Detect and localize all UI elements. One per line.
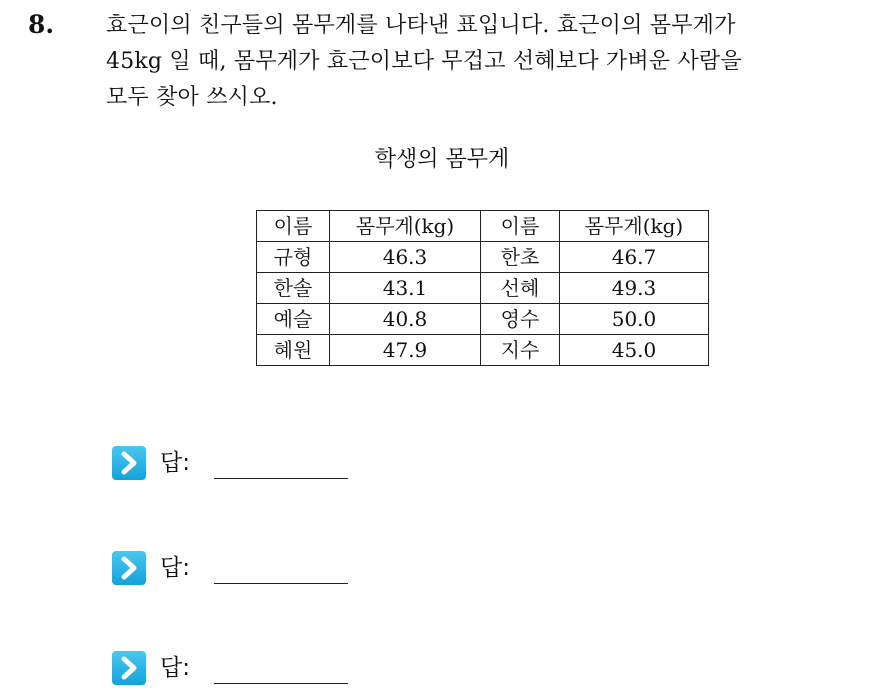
chevron-right-icon xyxy=(112,651,146,685)
cell-name: 한솔 xyxy=(257,273,330,304)
answer-blank[interactable] xyxy=(214,683,348,684)
weight-table xyxy=(256,210,709,366)
cell-weight: 46.3 xyxy=(330,242,481,273)
answer-label: 답: xyxy=(160,655,190,681)
cell-name: 선혜 xyxy=(481,273,560,304)
header-name-2: 이름 xyxy=(481,211,560,242)
question-number: 8. xyxy=(28,10,55,39)
cell-weight: 49.3 xyxy=(560,273,709,304)
chevron-right-icon xyxy=(112,551,146,585)
question-text xyxy=(106,8,876,116)
cell-name: 혜원 xyxy=(257,335,330,366)
answer-row-1 xyxy=(112,440,412,480)
answer-blank[interactable] xyxy=(214,583,348,584)
answer-blank[interactable] xyxy=(214,478,348,479)
table-title: 학생의 몸무게 xyxy=(374,147,510,172)
answer-row-3 xyxy=(112,645,412,685)
cell-weight: 43.1 xyxy=(330,273,481,304)
question-line-2: 45kg 일 때, 몸무게가 효근이보다 무겁고 선혜보다 가벼운 사람을 xyxy=(106,49,742,74)
question-line-1: 효근이의 친구들의 몸무게를 나타낸 표입니다. 효근이의 몸무게가 xyxy=(106,13,736,38)
cell-name: 지수 xyxy=(481,335,560,366)
answer-label: 답: xyxy=(160,555,190,581)
question-line-3: 모두 찾아 쓰시오. xyxy=(106,85,278,110)
cell-name: 영수 xyxy=(481,304,560,335)
cell-name: 한초 xyxy=(481,242,560,273)
header-weight-2: 몸무게(kg) xyxy=(560,211,709,242)
answer-row-2 xyxy=(112,545,412,585)
cell-name: 규형 xyxy=(257,242,330,273)
answer-label: 답: xyxy=(160,450,190,476)
cell-weight: 50.0 xyxy=(560,304,709,335)
table-row xyxy=(257,304,709,335)
header-name-1: 이름 xyxy=(257,211,330,242)
table-row xyxy=(257,273,709,304)
header-weight-1: 몸무게(kg) xyxy=(330,211,481,242)
chevron-right-icon xyxy=(112,446,146,480)
cell-weight: 40.8 xyxy=(330,304,481,335)
cell-weight: 46.7 xyxy=(560,242,709,273)
cell-name: 예슬 xyxy=(257,304,330,335)
table-row xyxy=(257,242,709,273)
cell-weight: 47.9 xyxy=(330,335,481,366)
table-header-row xyxy=(257,211,709,242)
cell-weight: 45.0 xyxy=(560,335,709,366)
table-row xyxy=(257,335,709,366)
